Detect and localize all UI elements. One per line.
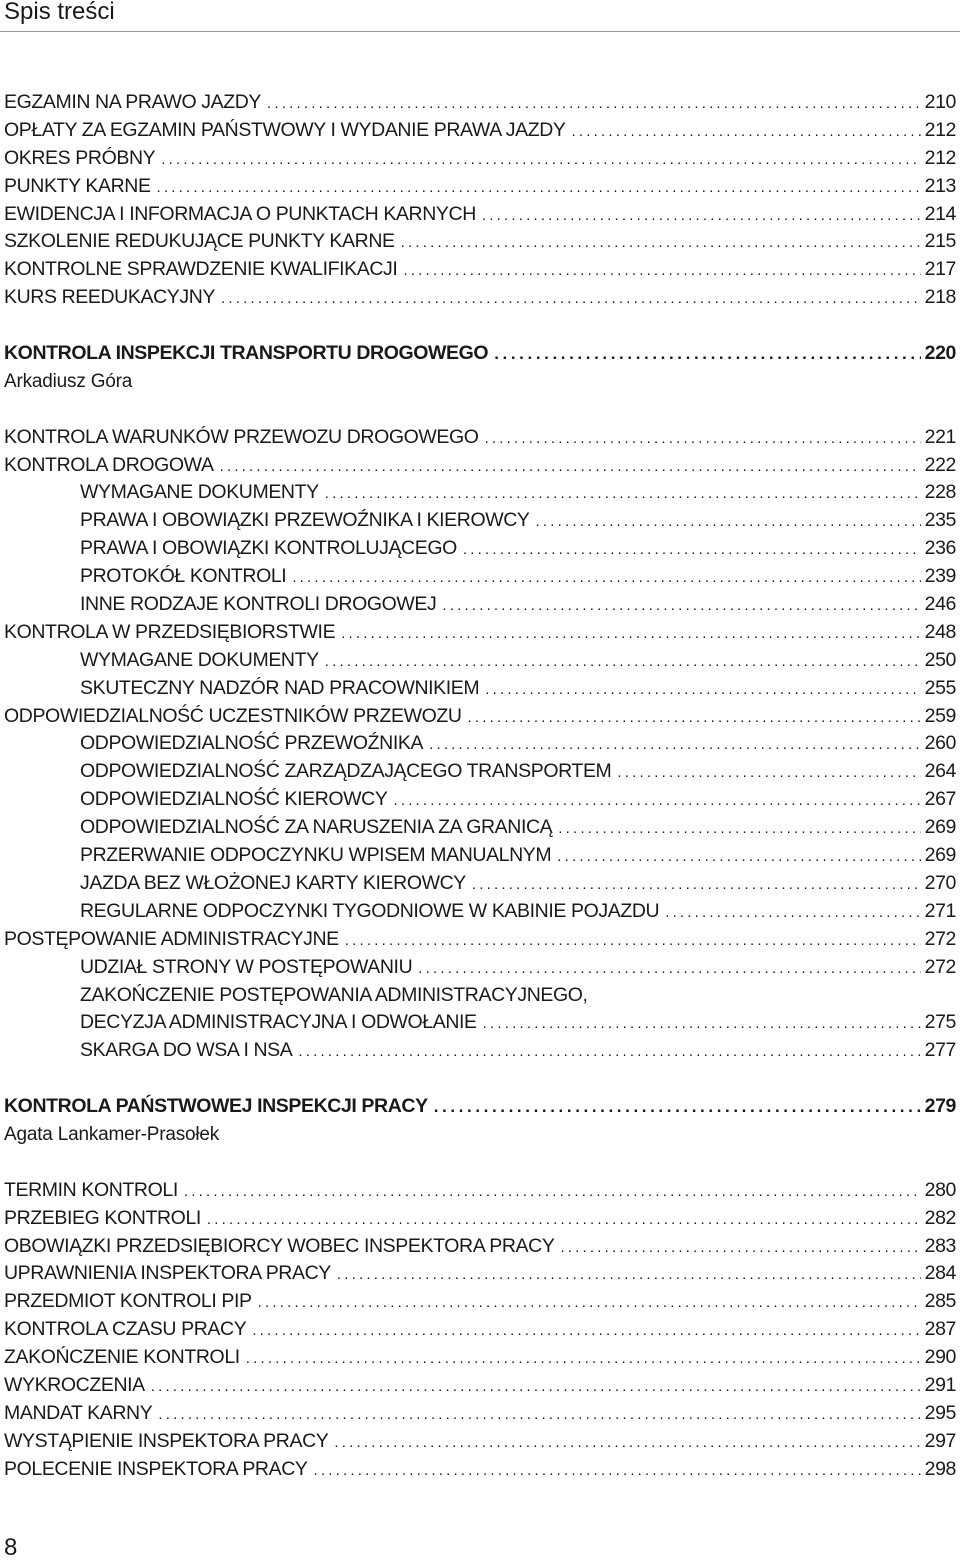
toc-page-number: 267 [924,788,956,811]
header-divider [0,31,960,32]
toc-entry-title: KONTROLA W PRZEDSIĘBIORSTWIE [4,620,336,643]
toc-entry-title: UDZIAŁ STRONY W POSTĘPOWANIU [80,955,413,978]
toc-entry[interactable] [4,145,956,173]
toc-entry[interactable] [4,1037,956,1065]
toc-entry-title: KONTROLA DROGOWA [4,453,214,476]
toc-entry[interactable] [4,507,956,535]
toc-spacer [4,312,956,340]
toc-entry-title: UPRAWNIENIA INSPEKTORA PRACY [4,1262,331,1285]
toc-spacer [4,1149,956,1177]
toc-entry[interactable] [4,1205,956,1233]
dot-leader [442,592,920,620]
toc-page-number: 260 [924,732,956,755]
toc-page-number: 235 [924,509,956,532]
toc-entry-title: OKRES PRÓBNY [4,146,156,169]
toc-page-number: 221 [924,425,956,448]
dot-leader [485,676,920,704]
toc-page-number: 298 [924,1457,956,1480]
dot-leader [617,759,920,787]
toc-entry[interactable] [4,898,956,926]
toc-chapter[interactable] [4,1093,956,1121]
dot-leader [557,843,920,871]
toc-page-number: 212 [924,146,956,169]
toc-entry-title: ZAKOŃCZENIE KONTROLI [4,1346,240,1369]
dot-leader [483,1010,921,1038]
toc-entry-title: SZKOLENIE REDUKUJĄCE PUNKTY KARNE [4,230,395,253]
dot-leader [292,564,920,592]
dot-leader [463,536,921,564]
toc-entry[interactable] [4,730,956,758]
toc-entry-title: KONTROLA WARUNKÓW PRZEWOZU DROGOWEGO [4,425,479,448]
toc-page-number: 290 [924,1346,956,1369]
dot-leader [403,257,920,285]
toc-entry[interactable] [4,1344,956,1372]
toc-entry[interactable] [4,1009,956,1037]
toc-entry-title: KURS REEDUKACYJNY [4,286,215,309]
toc-entry-title: ODPOWIEDZIALNOŚĆ PRZEWOŹNIKA [80,732,424,755]
toc-page-number: 246 [924,593,956,616]
dot-leader [468,704,921,732]
toc-page-number: 269 [924,816,956,839]
toc-page-number: 218 [924,286,956,309]
toc-page-number: 210 [924,91,956,113]
toc-entry[interactable] [4,201,956,229]
toc-entry-title: EWIDENCJA I INFORMACJA O PUNKTACH KARNYCH [4,202,476,225]
toc-entry[interactable] [4,758,956,786]
dot-leader [418,955,920,983]
toc-page-number: 291 [924,1373,956,1396]
toc-page-number: 283 [924,1234,956,1257]
toc-page-number: 259 [924,704,956,727]
toc-entry[interactable] [4,703,956,731]
toc-page-number: 222 [924,453,956,476]
toc-entry-title: ODPOWIEDZIALNOŚĆ UCZESTNIKÓW PRZEWOZU [4,704,462,727]
dot-leader [341,620,920,648]
toc-entry[interactable] [4,1177,956,1205]
toc-entry-title: PRAWA I OBOWIĄZKI KONTROLUJĄCEGO [80,537,457,560]
toc-page-number: 214 [924,202,956,225]
toc-page-number: 236 [924,537,956,560]
toc-page-number: 220 [924,342,956,365]
toc-page-number: 280 [924,1178,956,1201]
toc-entry[interactable] [4,452,956,480]
toc-page-number: 213 [924,174,956,197]
toc-page-number: 297 [924,1429,956,1452]
author-name: Agata Lankamer-Prasołek [4,1123,220,1145]
toc-page-number: 250 [924,648,956,671]
dot-leader [314,1457,921,1485]
dot-leader [252,1317,920,1345]
toc-entry-title: PRZERWANIE ODPOCZYNKU WPISEM MANUALNYM [80,844,552,867]
toc-page-number: 282 [924,1206,956,1229]
dot-leader [220,453,921,481]
dot-leader [151,1373,921,1401]
toc-entry-title: ZAKOŃCZENIE POSTĘPOWANIA ADMINISTRACYJNEGO, [80,983,588,1006]
toc-page-number: 269 [924,844,956,867]
toc-entry-title: WYKROCZENIA [4,1373,145,1396]
toc-entry-title: INNE RODZAJE KONTROLI DROGOWEJ [80,593,437,616]
toc-entry[interactable] [4,479,956,507]
dot-leader [572,118,921,146]
dot-leader [246,1345,921,1373]
dot-leader [337,1261,921,1289]
dot-leader [184,1178,921,1206]
toc-entry[interactable] [4,117,956,145]
toc-entry-title: POSTĘPOWANIE ADMINISTRACYJNE [4,927,339,950]
toc-author [4,368,956,396]
dot-leader [434,1093,921,1121]
toc-page-number: 215 [924,230,956,253]
toc-entry-title: ODPOWIEDZIALNOŚĆ ZA NARUSZENIA ZA GRANICĄ [80,816,553,839]
toc-entry[interactable] [4,842,956,870]
toc-entry-title: OBOWIĄZKI PRZEDSIĘBIORCY WOBEC INSPEKTORA PRACY [4,1234,555,1257]
dot-leader [207,1206,921,1234]
toc-entry-title: PROTOKÓŁ KONTROLI [80,565,287,588]
toc-entry-title: ODPOWIEDZIALNOŚĆ ZARZĄDZAJĄCEGO TRANSPORTEM [80,760,612,783]
author-name: Arkadiusz Góra [4,370,133,392]
toc-entry-title: SKARGA DO WSA I NSA [80,1039,293,1062]
dot-leader [258,1289,921,1317]
dot-leader [401,229,921,257]
toc-entry-title: EGZAMIN NA PRAWO JAZDY [4,91,262,113]
toc-entry[interactable] [4,1400,956,1428]
dot-leader [558,815,920,843]
dot-leader [482,202,921,230]
toc-entry[interactable] [4,619,956,647]
toc-entry-title: MANDAT KARNY [4,1401,153,1424]
toc-entry[interactable] [4,982,956,1010]
toc-page-number: 271 [924,899,956,922]
toc-entry-title: TERMIN KONTROLI [4,1178,178,1201]
toc-entry[interactable] [4,647,956,675]
toc-entry-title: KONTROLNE SPRAWDZENIE KWALIFIKACJI [4,258,398,281]
toc-page-number: 217 [924,258,956,281]
toc-entry[interactable] [4,1372,956,1400]
dot-leader [161,146,920,174]
toc-entry[interactable] [4,1428,956,1456]
toc-page-number: 295 [924,1401,956,1424]
toc-entry[interactable] [4,284,956,312]
toc-entry-title: PRZEBIEG KONTROLI [4,1206,201,1229]
toc-page-number: 228 [924,481,956,504]
toc-entry-title: PRZEDMIOT KONTROLI PIP [4,1290,252,1313]
toc-entry-title: PRAWA I OBOWIĄZKI PRZEWOŹNIKA I KIEROWCY [80,509,530,532]
dot-leader [393,787,920,815]
toc-page-number: 279 [924,1095,956,1118]
toc-page-number: 264 [924,760,956,783]
toc-entry-title: JAZDA BEZ WŁOŻONEJ KARTY KIEROWCY [80,871,466,894]
table-of-contents [4,89,956,1484]
toc-entry[interactable] [4,256,956,284]
toc-entry[interactable] [4,926,956,954]
toc-page-number: 285 [924,1290,956,1313]
toc-entry[interactable] [4,1316,956,1344]
toc-entry-title: OPŁATY ZA EGZAMIN PAŃSTWOWY I WYDANIE PRAWA JAZDY [4,118,566,141]
toc-entry-title: DECYZJA ADMINISTRACYJNA I ODWOŁANIE [80,1011,477,1034]
toc-entry-title: KONTROLA PAŃSTWOWEJ INSPEKCJI PRACY [4,1095,428,1118]
toc-entry[interactable] [4,424,956,452]
dot-leader [298,1038,920,1066]
toc-spacer [4,1065,956,1093]
toc-entry[interactable] [4,786,956,814]
toc-page-number: 287 [924,1318,956,1341]
dot-leader [267,90,921,118]
dot-leader [560,1234,920,1262]
dot-leader [334,1429,920,1457]
dot-leader [536,508,921,536]
toc-entry[interactable] [4,675,956,703]
toc-entry-title: REGULARNE ODPOCZYNKI TYGODNIOWE W KABINIE POJAZDU [80,899,660,922]
toc-author [4,1121,956,1149]
toc-entry-title: ODPOWIEDZIALNOŚĆ KIEROWCY [80,788,388,811]
toc-entry-title: PUNKTY KARNE [4,174,151,197]
toc-entry[interactable] [4,89,956,117]
dot-leader [221,285,921,313]
toc-entry[interactable] [4,1260,956,1288]
toc-page-number: 275 [924,1011,956,1034]
toc-page-number: 212 [924,118,956,141]
toc-page-number: 284 [924,1262,956,1285]
toc-page-number: 270 [924,871,956,894]
toc-entry[interactable] [4,1288,956,1316]
toc-page-number: 239 [924,565,956,588]
toc-entry[interactable] [4,814,956,842]
dot-leader [325,480,921,508]
toc-page-number: 277 [924,1039,956,1062]
toc-entry[interactable] [4,563,956,591]
toc-entry[interactable] [4,1233,956,1261]
toc-page-number: 248 [924,620,956,643]
toc-entry[interactable] [4,954,956,982]
toc-entry-title: KONTROLA INSPEKCJI TRANSPORTU DROGOWEGO [4,342,489,365]
toc-entry[interactable] [4,535,956,563]
dot-leader [472,871,921,899]
toc-entry[interactable] [4,173,956,201]
toc-page-number: 255 [924,676,956,699]
toc-entry[interactable] [4,591,956,619]
dot-leader [158,1401,920,1429]
toc-entry[interactable] [4,870,956,898]
toc-entry-title: SKUTECZNY NADZÓR NAD PRACOWNIKIEM [80,676,480,699]
toc-entry[interactable] [4,1456,956,1484]
dot-leader [494,340,920,368]
toc-page-number: 272 [924,955,956,978]
toc-entry-title: WYMAGANE DOKUMENTY [80,648,319,671]
page-number: 8 [4,1534,18,1561]
toc-entry-title: WYMAGANE DOKUMENTY [80,481,319,504]
toc-entry-title: WYSTĄPIENIE INSPEKTORA PRACY [4,1429,329,1452]
dot-leader [325,648,921,676]
dot-leader [157,174,921,202]
page-title: Spis treści [4,0,115,25]
toc-chapter[interactable] [4,340,956,368]
toc-entry-title: KONTROLA CZASU PRACY [4,1318,247,1341]
toc-page-number: 272 [924,927,956,950]
toc-spacer [4,396,956,424]
dot-leader [665,899,920,927]
dot-leader [429,731,921,759]
dot-leader [345,927,921,955]
dot-leader [485,425,921,453]
toc-entry-title: POLECENIE INSPEKTORA PRACY [4,1457,308,1480]
toc-entry[interactable] [4,228,956,256]
